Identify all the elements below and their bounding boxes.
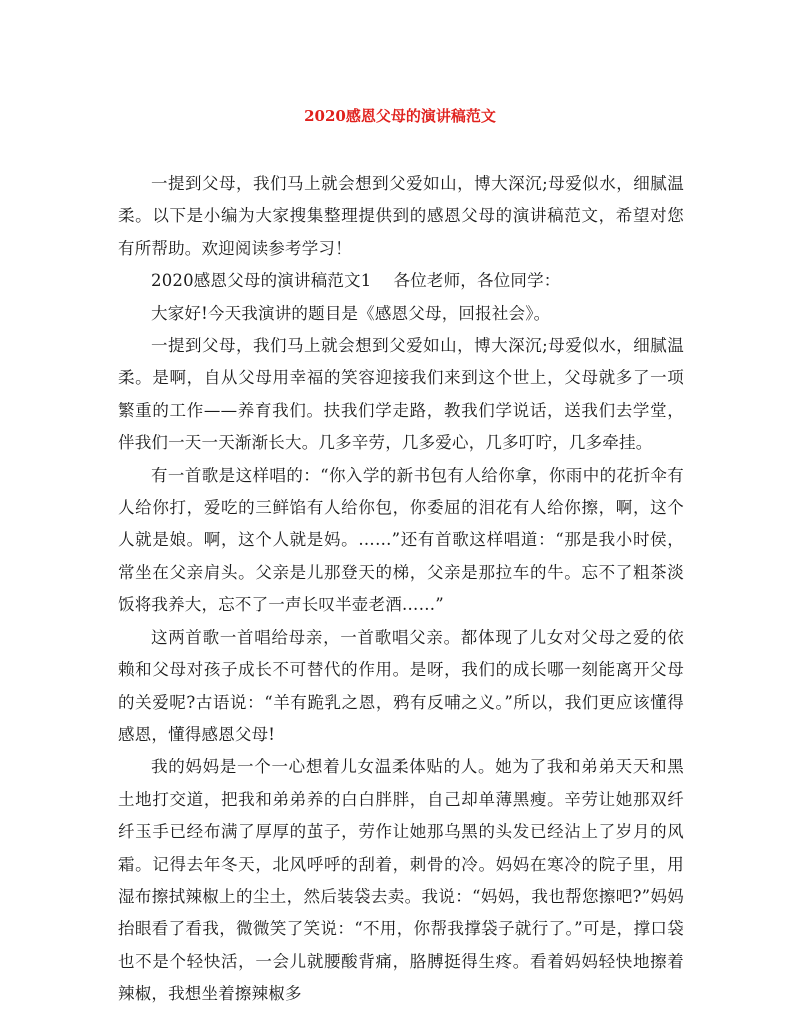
salutation: 各位老师，各位同学： [393, 271, 561, 291]
body-paragraph: 大家好!今天我演讲的题目是《感恩父母，回报社会》。 [151, 303, 551, 323]
intro-paragraph: 一提到父母，我们马上就会想到父爱如山，博大深沉;母爱似水，细腻温柔。以下是小编为大家搜集整理提供到的感恩父母的演讲稿范文，希望对您有所帮助。欢迎阅读参考学习！ [118, 174, 684, 258]
document-title: 2020感恩父母的演讲稿范文 [304, 107, 496, 125]
body-paragraph: 一提到父母，我们马上就会想到父爱如山，博大深沉;母爱似水，细腻温柔。是啊，自从父母用幸福的笑容迎接我们来到这个世上，父母就多了一项繁重的工作——养育我们。扶我们学走路，教我们学说话，送我们去学堂，伴我们一天一天渐渐长大。几多辛劳，几多爱心，几多叮咛，几多牵挂。 [118, 336, 684, 453]
document-body [118, 168, 684, 1011]
body-paragraph: 这两首歌一首唱给母亲，一首歌唱父亲。都体现了儿女对父母之爱的依赖和父母对孩子成长不可替代的作用。是呀，我们的成长哪一刻能离开父母的关爱呢?古语说：“羊有跪乳之恩，鸦有反哺之义。”所以，我们更应该懂得感恩，懂得感恩父母! [118, 627, 684, 744]
section-heading-line [118, 265, 684, 297]
body-paragraph: 我的妈妈是一个一心想着儿女温柔体贴的人。她为了我和弟弟天天和黑土地打交道，把我和弟弟养的白白胖胖，自己却单薄黑瘦。辛劳让她那双纤纤玉手已经布满了厚厚的茧子，劳作让她那乌黑的头发已经沾上了岁月的风霜。记得去年冬天，北风呼呼的刮着，刺骨的冷。妈妈在寒冷的院子里，用湿布擦拭辣椒上的尘土，然后装袋去卖。我说：“妈妈，我也帮您擦吧?”妈妈抬眼看了看我，微微笑了笑说：“不用，你帮我撑袋子就行了。”可是，撑口袋也不是个轻快活，一会儿就腰酸背痛，胳膊挺得生疼。看着妈妈轻快地擦着辣椒，我想坐着擦辣椒多 [118, 757, 684, 1004]
body-paragraph: 有一首歌是这样唱的：“你入学的新书包有人给你拿，你雨中的花折伞有人给你打，爱吃的三鲜馅有人给你包，你委屈的泪花有人给你擦，啊，这个人就是娘。啊，这个人就是妈。……”还有首歌这样唱道：“那是我小时侯，常坐在父亲肩头。父亲是儿那登天的梯，父亲是那拉车的牛。忘不了粗茶淡饭将我养大，忘不了一声长叹半壶老酒……” [118, 465, 684, 615]
section-heading: 2020感恩父母的演讲稿范文1 [151, 271, 372, 291]
